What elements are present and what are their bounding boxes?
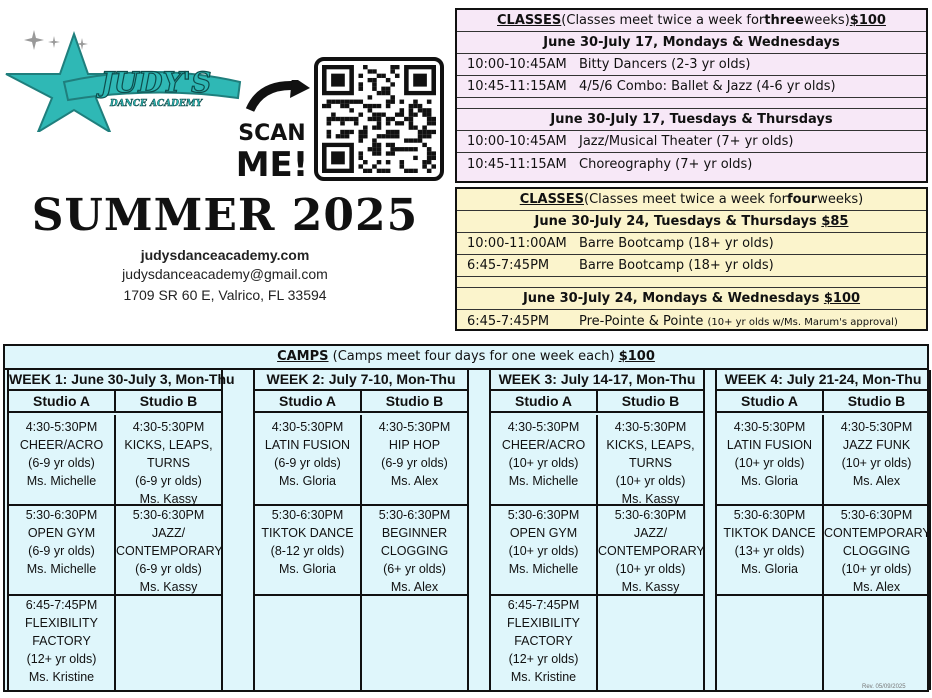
classes-four-weeks-header: CLASSES (Classes meet twice a week for four weeks) — [457, 189, 926, 211]
camp-slot — [824, 418, 929, 505]
svg-text:ME!: ME! — [235, 145, 309, 185]
camp-detail: OPEN GYM — [509, 526, 578, 540]
camp-detail: Ms. Gloria — [741, 474, 798, 488]
spacer — [457, 98, 926, 109]
studio-b-column — [598, 415, 703, 690]
camp-detail: (12+ yr olds) — [26, 652, 97, 666]
camp-slot — [116, 596, 221, 692]
camp-detail: Ms. Kassy — [139, 492, 198, 506]
camps-header: CAMPS (Camps meet four days for one week each) $100 — [5, 346, 927, 370]
camp-slot — [491, 596, 596, 692]
studio-a-header: Studio A — [9, 391, 116, 411]
camp-detail: BEGINNER — [381, 526, 448, 540]
camp-detail: (10+ yr olds) — [508, 456, 579, 470]
classes-three-weeks-box — [455, 8, 928, 183]
studio-header-row — [255, 391, 467, 413]
camp-detail: HIP HOP — [388, 438, 441, 452]
class-row: 10:00-10:45AM Bitty Dancers (2-3 yr olds) — [457, 54, 926, 76]
camp-detail: LATIN FUSION — [264, 438, 351, 452]
camp-detail: Ms. Michelle — [26, 562, 97, 576]
camp-detail: (10+ yr olds) — [615, 562, 686, 576]
studio-b-header: Studio B — [847, 393, 906, 409]
camp-detail: JAZZ/ — [151, 526, 186, 540]
group-title: June 30-July 24, Tuesdays & Thursdays $85 — [457, 211, 926, 233]
camp-detail: CONTEMPORARY — [116, 544, 223, 558]
camp-detail: FLEXIBILITY — [25, 616, 98, 630]
camp-slot — [598, 506, 703, 594]
camp-detail: (10+ yr olds) — [841, 562, 912, 576]
camp-detail: LATIN FUSION — [726, 438, 813, 452]
camp-time: 5:30-6:30PM — [132, 508, 205, 522]
qr-code[interactable] — [314, 57, 444, 181]
camp-detail: (13+ yr olds) — [734, 544, 805, 558]
judys-dance-academy-logo — [4, 22, 244, 132]
studio-b-column — [116, 415, 221, 690]
page-title: SUMMER 2025 — [31, 190, 419, 241]
camp-detail: Ms. Kristine — [28, 670, 95, 684]
group-title: June 30-July 24, Mondays & Wednesdays $100 — [457, 288, 926, 310]
camp-detail: Ms. Michelle — [508, 562, 579, 576]
camp-detail: (6-9 yr olds) — [28, 544, 95, 558]
camp-slot — [362, 506, 467, 594]
price-three-weeks: $100 — [849, 13, 886, 28]
studio-header-row — [491, 391, 703, 413]
price-tue-thu: $85 — [821, 214, 849, 229]
studio-header-row — [9, 391, 221, 413]
camp-detail: Ms. Kassy — [621, 492, 680, 506]
week-2-column — [253, 370, 469, 690]
studio-b-header: Studio B — [385, 393, 444, 409]
camp-detail: TURNS — [146, 456, 191, 470]
camp-detail: (10+ yr olds) — [508, 544, 579, 558]
studio-a-header: Studio A — [255, 391, 362, 411]
camp-detail: Ms. Kristine — [510, 670, 577, 684]
camp-time: 4:30-5:30PM — [733, 420, 806, 434]
camp-time: 4:30-5:30PM — [25, 420, 98, 434]
camp-detail: (6+ yr olds) — [383, 562, 446, 576]
camp-slot — [598, 418, 703, 505]
studio-b-header: Studio B — [139, 393, 198, 409]
class-row: 10:00-10:45AM Jazz/Musical Theater (7+ yr olds) — [457, 131, 926, 153]
studio-a-header: Studio A — [491, 391, 598, 411]
camp-detail: KICKS, LEAPS, — [124, 438, 213, 452]
camp-detail: (6-9 yr olds) — [135, 562, 202, 576]
camp-detail: (8-12 yr olds) — [270, 544, 345, 558]
camp-slot — [255, 596, 360, 692]
week-title: WEEK 3: July 14-17, Mon-Thu — [491, 370, 703, 391]
classes-four-weeks-box — [455, 187, 928, 331]
camp-slot — [362, 418, 467, 505]
camp-time: 5:30-6:30PM — [507, 508, 580, 522]
studio-b-header: Studio B — [621, 393, 680, 409]
camp-detail: Ms. Gloria — [279, 562, 336, 576]
camp-detail: CLOGGING — [380, 544, 449, 558]
camp-slot — [717, 418, 822, 505]
camp-time: 6:45-7:45PM — [507, 598, 580, 612]
camp-detail: JAZZ/ — [633, 526, 668, 540]
camp-slot — [717, 596, 822, 692]
spacer — [457, 277, 926, 288]
camp-detail: CLOGGING — [842, 544, 911, 558]
camp-time: 5:30-6:30PM — [840, 508, 913, 522]
camp-slot — [717, 506, 822, 594]
camp-slot — [491, 418, 596, 505]
camp-detail: (6-9 yr olds) — [28, 456, 95, 470]
camp-detail: (10+ yr olds) — [734, 456, 805, 470]
week-1-column — [7, 370, 235, 690]
studio-a-header: Studio A — [717, 391, 824, 411]
svg-text:JUDY'S: JUDY'S — [100, 66, 212, 99]
camp-detail: CONTEMPORARY — [824, 526, 931, 540]
class-row: 10:00-11:00AM Barre Bootcamp (18+ yr olds) — [457, 233, 926, 255]
camp-slot — [9, 506, 114, 594]
website-link[interactable]: judysdanceacademy.com — [140, 247, 310, 263]
camp-detail: TIKTOK DANCE — [261, 526, 354, 540]
camp-detail: JAZZ FUNK — [842, 438, 911, 452]
camp-detail: FACTORY — [32, 634, 91, 648]
camp-time: 5:30-6:30PM — [271, 508, 344, 522]
class-row: 6:45-7:45PM Barre Bootcamp (18+ yr olds) — [457, 255, 926, 277]
camp-detail: (6-9 yr olds) — [381, 456, 448, 470]
camp-slot — [255, 418, 360, 505]
camp-detail: FACTORY — [514, 634, 573, 648]
camp-time: 4:30-5:30PM — [614, 420, 687, 434]
studio-a-column — [255, 415, 362, 690]
revision-note: Rev. 05/09/2025 — [862, 684, 906, 690]
camp-time: 4:30-5:30PM — [840, 420, 913, 434]
camp-detail: (10+ yr olds) — [615, 474, 686, 488]
camp-time: 4:30-5:30PM — [507, 420, 580, 434]
studio-a-column — [9, 415, 116, 690]
week-4-column — [715, 370, 931, 690]
camp-time: 4:30-5:30PM — [271, 420, 344, 434]
camp-detail: Ms. Alex — [390, 474, 439, 488]
price-mon-wed: $100 — [823, 291, 861, 306]
camp-detail: (10+ yr olds) — [841, 456, 912, 470]
qr-code-pattern — [322, 65, 436, 173]
camp-slot — [116, 418, 221, 505]
camps-price: $100 — [618, 349, 655, 364]
camp-slot — [824, 596, 929, 692]
camp-slot — [362, 596, 467, 692]
camp-detail: CONTEMPORARY — [598, 544, 705, 558]
scan-me-arrow — [232, 80, 312, 190]
camp-detail: (6-9 yr olds) — [274, 456, 341, 470]
camp-detail: (12+ yr olds) — [508, 652, 579, 666]
svg-text:DANCE ACADEMY: DANCE ACADEMY — [109, 99, 203, 109]
camp-time: 6:45-7:45PM — [25, 598, 98, 612]
week-3-column — [489, 370, 705, 690]
camp-detail: FLEXIBILITY — [507, 616, 580, 630]
camp-time: 4:30-5:30PM — [132, 420, 205, 434]
class-row: 10:45-11:15AM 4/5/6 Combo: Ballet & Jazz (4-6 yr olds) — [457, 76, 926, 98]
camp-detail: OPEN GYM — [27, 526, 96, 540]
camp-detail: Ms. Kassy — [139, 580, 198, 594]
class-row: 10:45-11:15AM Choreography (7+ yr olds) — [467, 156, 753, 172]
week-title: WEEK 2: July 7-10, Mon-Thu — [255, 370, 467, 391]
studio-header-row — [717, 391, 929, 413]
studio-b-column — [362, 415, 467, 690]
group-title: June 30-July 17, Mondays & Wednesdays — [457, 32, 926, 54]
class-row: 6:45-7:45PM Pre-Pointe & Pointe (10+ yr olds w/Ms. Marum's approval) — [467, 313, 898, 329]
studio-a-column — [491, 415, 598, 690]
camp-detail: Ms. Michelle — [508, 474, 579, 488]
camp-time: 5:30-6:30PM — [378, 508, 451, 522]
address: 1709 SR 60 E, Valrico, FL 33594 — [123, 287, 327, 303]
camp-slot — [116, 506, 221, 594]
camp-time: 4:30-5:30PM — [378, 420, 451, 434]
camp-slot — [598, 596, 703, 692]
classes-three-weeks-header: CLASSES (Classes meet twice a week for three weeks) $100 — [457, 10, 926, 32]
camp-slot — [255, 506, 360, 594]
studio-b-column — [824, 415, 929, 690]
camp-detail: Ms. Alex — [852, 580, 901, 594]
camp-detail: Ms. Alex — [390, 580, 439, 594]
camp-time: 5:30-6:30PM — [614, 508, 687, 522]
svg-text:SCAN: SCAN — [238, 121, 306, 146]
camp-slot — [491, 506, 596, 594]
week-title: WEEK 1: June 30-July 3, Mon-Thu — [9, 370, 221, 391]
camp-detail: CHEER/ACRO — [501, 438, 586, 452]
camp-slot — [9, 418, 114, 505]
camp-slot — [824, 506, 929, 594]
camp-detail: KICKS, LEAPS, — [606, 438, 695, 452]
week-title: WEEK 4: July 21-24, Mon-Thu — [717, 370, 929, 391]
camp-detail: (6-9 yr olds) — [135, 474, 202, 488]
camps-table — [3, 344, 929, 692]
camp-time: 5:30-6:30PM — [25, 508, 98, 522]
camp-time: 5:30-6:30PM — [733, 508, 806, 522]
camp-detail: TURNS — [628, 456, 673, 470]
camp-detail: CHEER/ACRO — [19, 438, 104, 452]
email-link[interactable]: judysdanceacademy@gmail.com — [122, 266, 328, 282]
camp-detail: Ms. Gloria — [279, 474, 336, 488]
studio-a-column — [717, 415, 824, 690]
group-title: June 30-July 17, Tuesdays & Thursdays — [457, 109, 926, 131]
camp-slot — [9, 596, 114, 692]
camp-detail: Ms. Michelle — [26, 474, 97, 488]
camp-detail: TIKTOK DANCE — [723, 526, 816, 540]
camp-detail: Ms. Gloria — [741, 562, 798, 576]
camp-detail: Ms. Alex — [852, 474, 901, 488]
camp-detail: Ms. Kassy — [621, 580, 680, 594]
